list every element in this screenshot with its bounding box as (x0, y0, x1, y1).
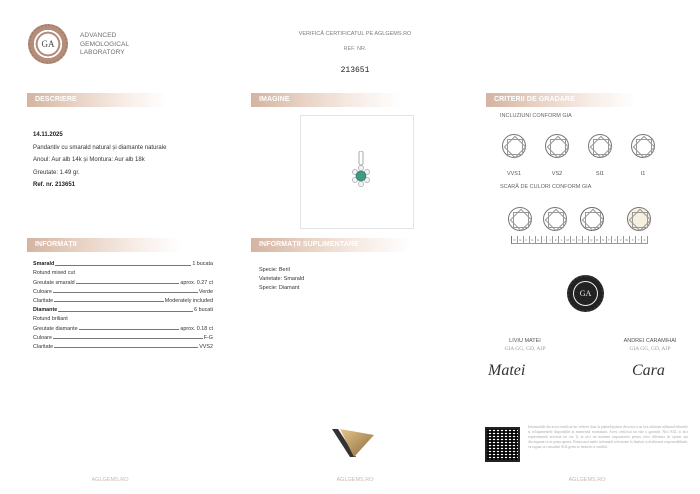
section-header-image: IMAGINE (251, 93, 401, 107)
signatory-name: ANDREI CARAMIHAI (623, 338, 677, 344)
ref-label: REF. NR. (343, 46, 367, 52)
footer-link[interactable]: AGLGEMS.RO (336, 477, 374, 483)
info-row: Claritate VVS2 (33, 343, 213, 350)
section-header-criteria: CRITERII DE GRADARE (486, 93, 636, 107)
clarity-grade: I1 (640, 171, 646, 177)
supplementary-info: Specie: Beril Varietate: Smarald Specie: Diamant (259, 267, 305, 291)
certificate-date: 14.11.2025 (33, 132, 63, 138)
brand-logo (330, 425, 375, 460)
clarity-grade: VS2 (551, 171, 563, 177)
info-table (33, 258, 213, 350)
diamond-color-icon (543, 207, 567, 231)
section-header-supplementary: INFORMAȚII SUPLIMENTARE (251, 238, 411, 252)
diamond-clarity-icon (588, 134, 612, 158)
info-row: Claritate Moderately included (33, 297, 213, 304)
diamond-clarity-icon (631, 134, 655, 158)
diamond-clarity-icon (545, 134, 569, 158)
clarity-grade: SI1 (595, 171, 605, 177)
info-row: Diamante 6 bucati (33, 307, 213, 314)
lab-seal (567, 275, 604, 312)
seal-monogram: GA (573, 281, 598, 306)
product-image (300, 115, 414, 229)
info-row: Rotund mixed cut (33, 270, 75, 277)
ref-number: 213651 (340, 66, 370, 75)
footer-link[interactable]: AGLGEMS.RO (568, 477, 606, 483)
description-line: Pandantiv cu smarald natural și diamante naturale (33, 144, 167, 151)
signatory-name: LIVIU MATEI (509, 338, 541, 344)
diamond-color-icon (580, 207, 604, 231)
description-line: Greutate: 1.49 gr. (33, 169, 80, 176)
color-scale-title: SCARĂ DE CULORI CONFORM GIA (500, 184, 592, 190)
signature: Cara (632, 362, 665, 379)
info-row: Greutate diamante aprox. 0.18 ct (33, 325, 213, 332)
signatory-credentials: GIA GG, GD, AJP (629, 346, 671, 352)
clarity-grade: VVS1 (506, 171, 522, 177)
lab-logo-badge (28, 24, 68, 64)
description-block (33, 129, 166, 192)
signatory-credentials: GIA GG, GD, AJP (504, 346, 546, 352)
lab-monogram: GA (41, 39, 55, 49)
info-row: Culoare Verde (33, 288, 213, 295)
verify-text: VERIFICĂ CERTIFICATUL PE AGLGEMS.RO (298, 31, 412, 37)
info-row: Greutate smarald aprox. 0.27 ct (33, 279, 213, 286)
qr-code[interactable] (485, 427, 520, 462)
section-header-info: INFORMAȚII (27, 238, 182, 252)
color-scale: D E F G H I J K L M N O P Q R S T U V W X Y Z (511, 236, 648, 244)
diamond-color-icon (627, 207, 651, 231)
info-row: Culoare F-G (33, 334, 213, 341)
info-row: Smarald 1 bucata (33, 261, 213, 268)
section-header-description: DESCRIERE (27, 93, 167, 107)
info-row: Rotund briliant (33, 316, 68, 323)
diamond-clarity-icon (502, 134, 526, 158)
lab-name: ADVANCED GEMOLOGICAL LABORATORY (80, 32, 130, 56)
inclusions-title: INCLUZIUNI CONFORM GIA (500, 113, 572, 119)
description-ref: Ref. nr. 213651 (33, 182, 76, 188)
diamond-color-icon (508, 207, 532, 231)
description-line: Anoul: Aur alb 14k și Montura: Aur alb 18k (33, 157, 145, 163)
disclaimer: Informatiile din acest certificat fac referire doar la piatra/bijuteria descrisa si au fost obtinute utilizand tehnicile si echipamentele disponibile in momentul examinarii. Acest certificat nu este o garantie. Nici AGL si nici reprezentantii acestuia nu vor fi, in nici un moment raspunzatori pentru orice diferenta de opinie sau discrepanta ce ar putea aparea. Pentru mai multe informatii referitoare la limitari si declinarea responsabilitatii, va rugam sa consultati AGLgems.ro termeni si conditii. (528, 425, 688, 449)
pendant-image (351, 151, 371, 191)
signature: Matei (488, 362, 526, 379)
footer-link[interactable]: AGLGEMS.RO (91, 477, 129, 483)
